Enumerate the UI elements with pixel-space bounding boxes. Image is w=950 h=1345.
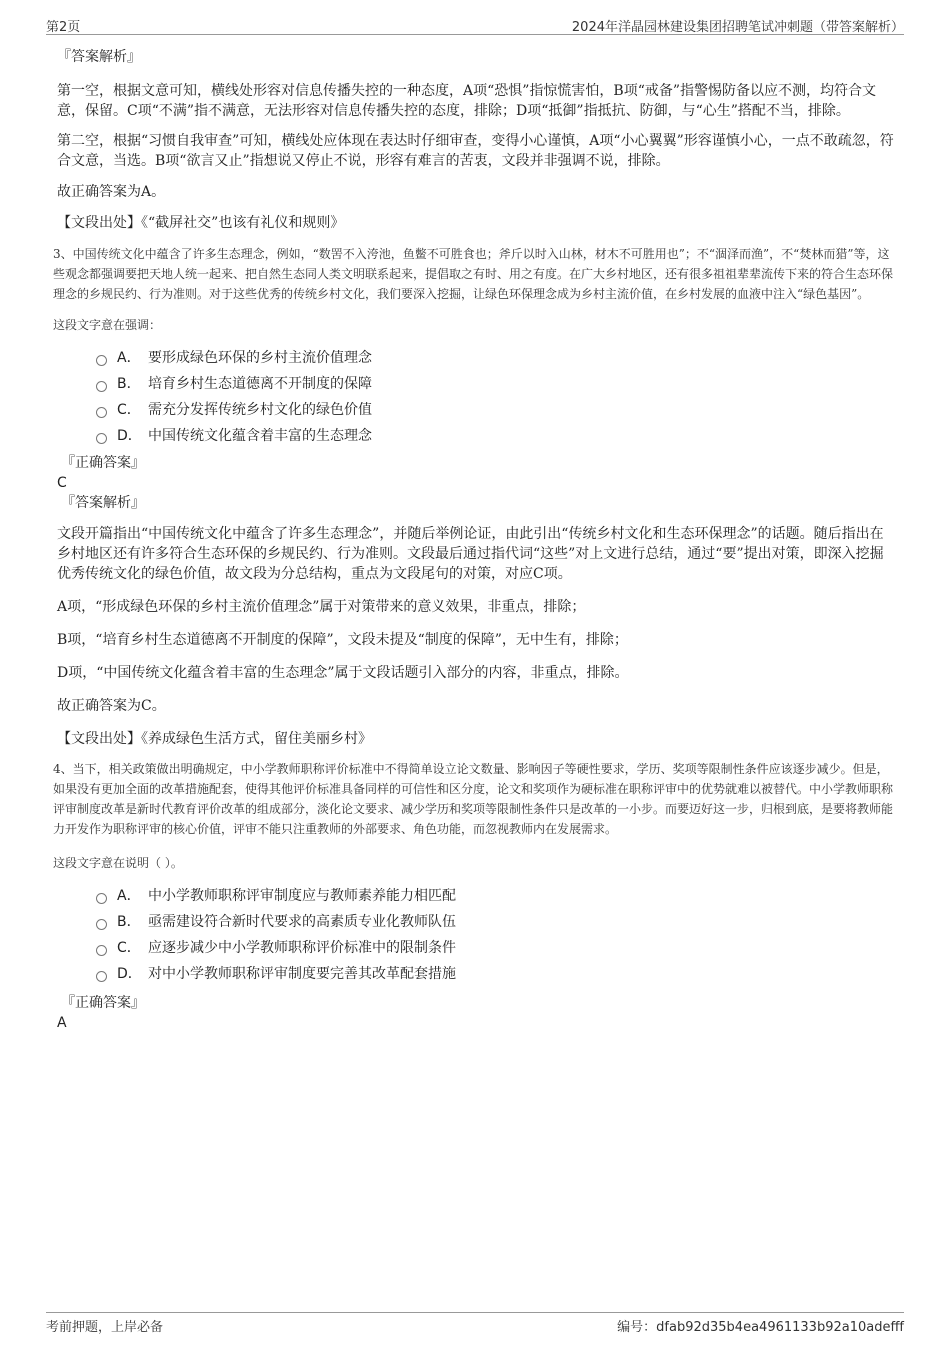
radio-icon[interactable] (96, 971, 107, 982)
radio-icon[interactable] (96, 433, 107, 444)
option-b[interactable]: B． 亟需建设符合新时代要求的高素质专业化教师队伍 (96, 909, 895, 935)
question-stem: 3、中国传统文化中蕴含了许多生态理念，例如，“数罟不入洿池，鱼鳖不可胜食也；斧斤以时入山林，材木不可胜用也”；不“涸泽而渔”，不“焚林而猎”等，这些观念都强调要把天地人统一起来、把自然生态同人类文明联系起来，提倡取之有时、用之有度。在广大乡村地区，还有很多祖祖辈辈流传下来的符合生态环保理念的乡规民约、行为准则。对于这些优秀的传统乡村文化，我们要深入挖掘，让绿色环保理念成为乡村主流价值，在乡村发展的血液中注入“绿色基因”。 (53, 247, 894, 301)
document-id: 编号：dfab92d35b4ea4961133b92a10adefff (617, 1320, 904, 1335)
analysis-label: 『答案解析』 (57, 49, 141, 65)
page-footer (46, 1312, 904, 1335)
analysis-paragraph: 文段开篇指出“中国传统文化中蕴含了许多生态理念”，并随后举例论证，由此引出“传统乡村文化和生态环保理念”的话题。随后指出在乡村地区还有许多符合生态环保的乡规民约、行为准则。文段最后通过指代词“这些”对上文进行总结，通过“要”提出对策，即深入挖掘优秀传统文化的绿色价值，故文段为分总结构，重点为文段尾句的对策，对应C项。 (57, 526, 884, 582)
footer-slogan: 考前押题，上岸必备 (46, 1320, 164, 1335)
radio-icon[interactable] (96, 407, 107, 418)
option-a[interactable]: A． 要形成绿色环保的乡村主流价值理念 (96, 345, 895, 371)
source-citation: 【文段出处】《养成绿色生活方式，留住美丽乡村》 (57, 731, 372, 747)
document-title: 2024年洋晶园林建设集团招聘笔试冲刺题（带答案解析） (571, 20, 904, 35)
radio-icon[interactable] (96, 355, 107, 366)
answer-label: 『正确答案』 (61, 455, 145, 471)
analysis-paragraph: 第一空，根据文意可知，横线处形容对信息传播失控的一种态度，A项“恐惧”指惊慌害怕，B项“戒备”指警惕防备以应不测，均符合文意，保留。C项“不满”指不满意，无法形容对信息传播失控的态度，排除；D项“抵御”指抵抗、防御，与“心生”搭配不当，排除。 (57, 83, 877, 119)
page-number: 第2页 (46, 20, 81, 35)
option-b[interactable]: B． 培育乡村生态道德离不开制度的保障 (96, 371, 895, 397)
radio-icon[interactable] (96, 945, 107, 956)
answer-label: 『正确答案』 (61, 995, 145, 1011)
answer-value: C (57, 475, 67, 491)
radio-icon[interactable] (96, 893, 107, 904)
analysis-label: 『答案解析』 (61, 495, 145, 511)
options-list (96, 345, 895, 449)
question-stem: 4、当下，相关政策做出明确规定，中小学教师职称评价标准中不得简单设立论文数量、影响因子等硬性要求，学历、奖项等限制性条件应该逐步减少。但是，如果没有更加全面的改革措施配套，使得其他评价标准具备同样的可信性和区分度，论文和奖项作为硬标准在职称评审中的优势就难以被替代。中小学教师职称评审制度改革是新时代教育评价改革的组成部分，淡化论文要求、减少学历和奖项等限制性条件只是改革的一小步。而要迈好这一步，归根到底，是要将教师能力开发作为职称评审的核心价值，评审不能只注重教师的外部要求、角色功能，而忽视教师内在发展需求。 (53, 762, 894, 836)
option-c[interactable]: C． 需充分发挥传统乡村文化的绿色价值 (96, 397, 895, 423)
options-list (96, 883, 895, 987)
question-prompt: 这段文字意在说明（ ）。 (53, 856, 183, 870)
analysis-note: A项，“形成绿色环保的乡村主流价值理念”属于对策带来的意义效果，非重点，排除； (57, 599, 586, 615)
document-body (53, 47, 895, 1033)
question-prompt: 这段文字意在强调： (53, 318, 162, 332)
option-d[interactable]: D． 对中小学教师职称评审制度要完善其改革配套措施 (96, 961, 895, 987)
conclusion-text: 故正确答案为A。 (57, 184, 166, 200)
analysis-note: B项，“培育乡村生态道德离不开制度的保障”，文段未提及“制度的保障”，无中生有，排除； (57, 632, 628, 648)
conclusion-text: 故正确答案为C。 (57, 698, 166, 714)
option-c[interactable]: C． 应逐步减少中小学教师职称评价标准中的限制条件 (96, 935, 895, 961)
analysis-note: D项，“中国传统文化蕴含着丰富的生态理念”属于文段话题引入部分的内容，非重点，排除。 (57, 665, 629, 681)
answer-value: A (57, 1015, 67, 1031)
radio-icon[interactable] (96, 381, 107, 392)
radio-icon[interactable] (96, 919, 107, 930)
source-citation: 【文段出处】《“截屏社交”也该有礼仪和规则》 (57, 215, 345, 231)
option-a[interactable]: A． 中小学教师职称评审制度应与教师素养能力相匹配 (96, 883, 895, 909)
analysis-paragraph: 第二空，根据“习惯自我审查”可知，横线处应体现在表达时仔细审查，变得小心谨慎，A项“小心翼翼”形容谨慎小心，一点不敢疏忽，符合文意，当选。B项“欲言又止”指想说又停止不说，形容有难言的苦衷，文段并非强调不说，排除。 (57, 133, 894, 169)
page-header (46, 14, 904, 35)
option-d[interactable]: D． 中国传统文化蕴含着丰富的生态理念 (96, 423, 895, 449)
